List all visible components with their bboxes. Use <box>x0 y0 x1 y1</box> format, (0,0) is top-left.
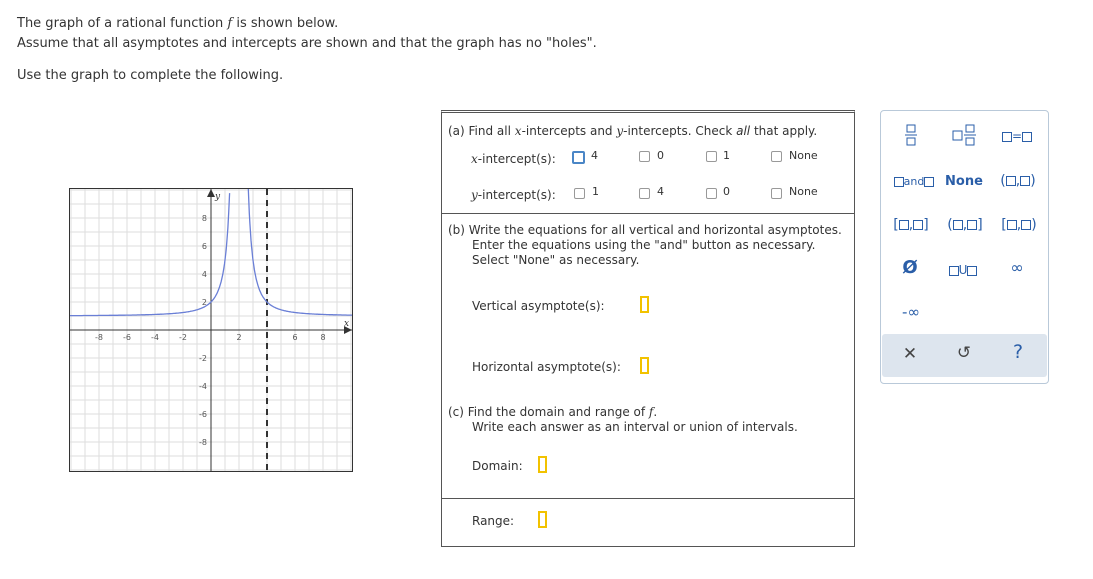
intro-line-2: Assume that all asymptotes and intercepts are shown and that the graph has no "holes". <box>17 36 597 51</box>
y-intercept-option-1-label: 1 <box>592 185 599 198</box>
x-intercept-option-4-label: 4 <box>591 149 598 162</box>
y-tick-label: -8 <box>199 438 207 447</box>
y-tick-label: 4 <box>201 270 207 279</box>
x-tick-label: 6 <box>292 333 298 342</box>
y-tick-label: 6 <box>201 242 207 251</box>
y-tick-label: -2 <box>199 354 207 363</box>
domain-input[interactable] <box>538 456 547 473</box>
part-b-line-2: Enter the equations using the "and" button as necessary. <box>472 238 816 252</box>
y-tick-label: 8 <box>201 214 207 223</box>
union-button[interactable]: U <box>943 263 983 277</box>
x-intercept-label: x-intercept(s): <box>471 152 556 166</box>
negative-infinity-button[interactable]: -∞ <box>902 303 920 321</box>
intro-line-1: The graph of a rational function f is shown below. <box>17 16 339 31</box>
y-intercept-option-0-label: 0 <box>723 185 730 198</box>
math-input-palette <box>880 110 1049 384</box>
none-button[interactable]: None <box>945 174 983 189</box>
empty-set-button[interactable]: Ø <box>902 257 918 278</box>
x-intercept-option-4-checkbox[interactable] <box>572 151 585 164</box>
help-button[interactable]: ? <box>1012 341 1024 363</box>
x-tick-label: -8 <box>95 333 103 342</box>
y-intercept-none-label: None <box>789 185 818 198</box>
y-axis-label: y <box>215 192 221 202</box>
x-intercept-option-0-label: 0 <box>657 149 664 162</box>
y-intercept-option-4-checkbox[interactable] <box>639 188 650 199</box>
y-intercept-option-1-checkbox[interactable] <box>574 188 585 199</box>
open-interval-button[interactable]: ( , ) <box>1000 173 1036 189</box>
x-intercept-option-1-checkbox[interactable] <box>706 151 717 162</box>
y-intercept-option-4-label: 4 <box>657 185 664 198</box>
half-open-right-interval-button[interactable]: [ , ) <box>1001 217 1037 233</box>
x-tick-label: 8 <box>320 333 326 342</box>
x-tick-label: -2 <box>179 333 187 342</box>
x-intercept-option-0-checkbox[interactable] <box>639 151 650 162</box>
question-panel <box>441 110 855 547</box>
half-open-left-interval-button[interactable]: ( , ] <box>947 217 983 233</box>
part-c-line-2: Write each answer as an interval or union of intervals. <box>472 420 798 434</box>
closed-interval-button[interactable]: [ , ] <box>893 217 929 233</box>
part-c-line-1: (c) Find the domain and range of f. <box>448 405 658 419</box>
x-tick-label: 2 <box>236 333 242 342</box>
horizontal-asymptote-input[interactable] <box>640 357 649 374</box>
mixed-number-button[interactable] <box>949 124 979 149</box>
part-a-prompt: (a) Find all x-intercepts and y-intercepts. Check all that apply. <box>448 124 818 138</box>
part-b-line-3: Select "None" as necessary. <box>472 253 640 267</box>
function-curve-right-branch <box>248 189 352 315</box>
range-input[interactable] <box>538 511 547 528</box>
y-intercept-label: y-intercept(s): <box>471 188 556 202</box>
infinity-button[interactable]: ∞ <box>1010 258 1024 277</box>
part-b-line-1: (b) Write the equations for all vertical and horizontal asymptotes. <box>448 223 842 237</box>
problem-intro <box>17 14 597 54</box>
vertical-asymptote-input[interactable] <box>640 296 649 313</box>
vertical-asymptote-label: Vertical asymptote(s): <box>472 299 605 313</box>
y-tick-label: -6 <box>199 410 207 419</box>
y-intercept-option-0-checkbox[interactable] <box>706 188 717 199</box>
x-intercept-none-checkbox[interactable] <box>771 151 782 162</box>
clear-button[interactable]: ✕ <box>902 344 918 364</box>
x-intercept-option-1-label: 1 <box>723 149 730 162</box>
y-intercept-none-checkbox[interactable] <box>771 188 782 199</box>
fraction-button[interactable] <box>901 124 921 149</box>
part-b-section <box>442 213 854 499</box>
range-label: Range: <box>472 514 515 528</box>
x-tick-label: -4 <box>151 333 159 342</box>
y-tick-label: 2 <box>201 298 207 307</box>
x-axis-label: x <box>344 319 350 329</box>
undo-button[interactable]: ↺ <box>956 343 972 363</box>
horizontal-asymptote-label: Horizontal asymptote(s): <box>472 360 621 374</box>
rational-function-graph <box>69 188 353 472</box>
intro-line-3: Use the graph to complete the following. <box>17 68 284 83</box>
equals-button[interactable]: = <box>997 129 1037 143</box>
palette-action-bar <box>882 334 1047 377</box>
x-tick-label: -6 <box>123 333 131 342</box>
x-intercept-none-label: None <box>789 149 818 162</box>
and-button[interactable]: and <box>889 175 939 188</box>
domain-label: Domain: <box>472 459 523 473</box>
y-tick-label: -4 <box>199 382 207 391</box>
